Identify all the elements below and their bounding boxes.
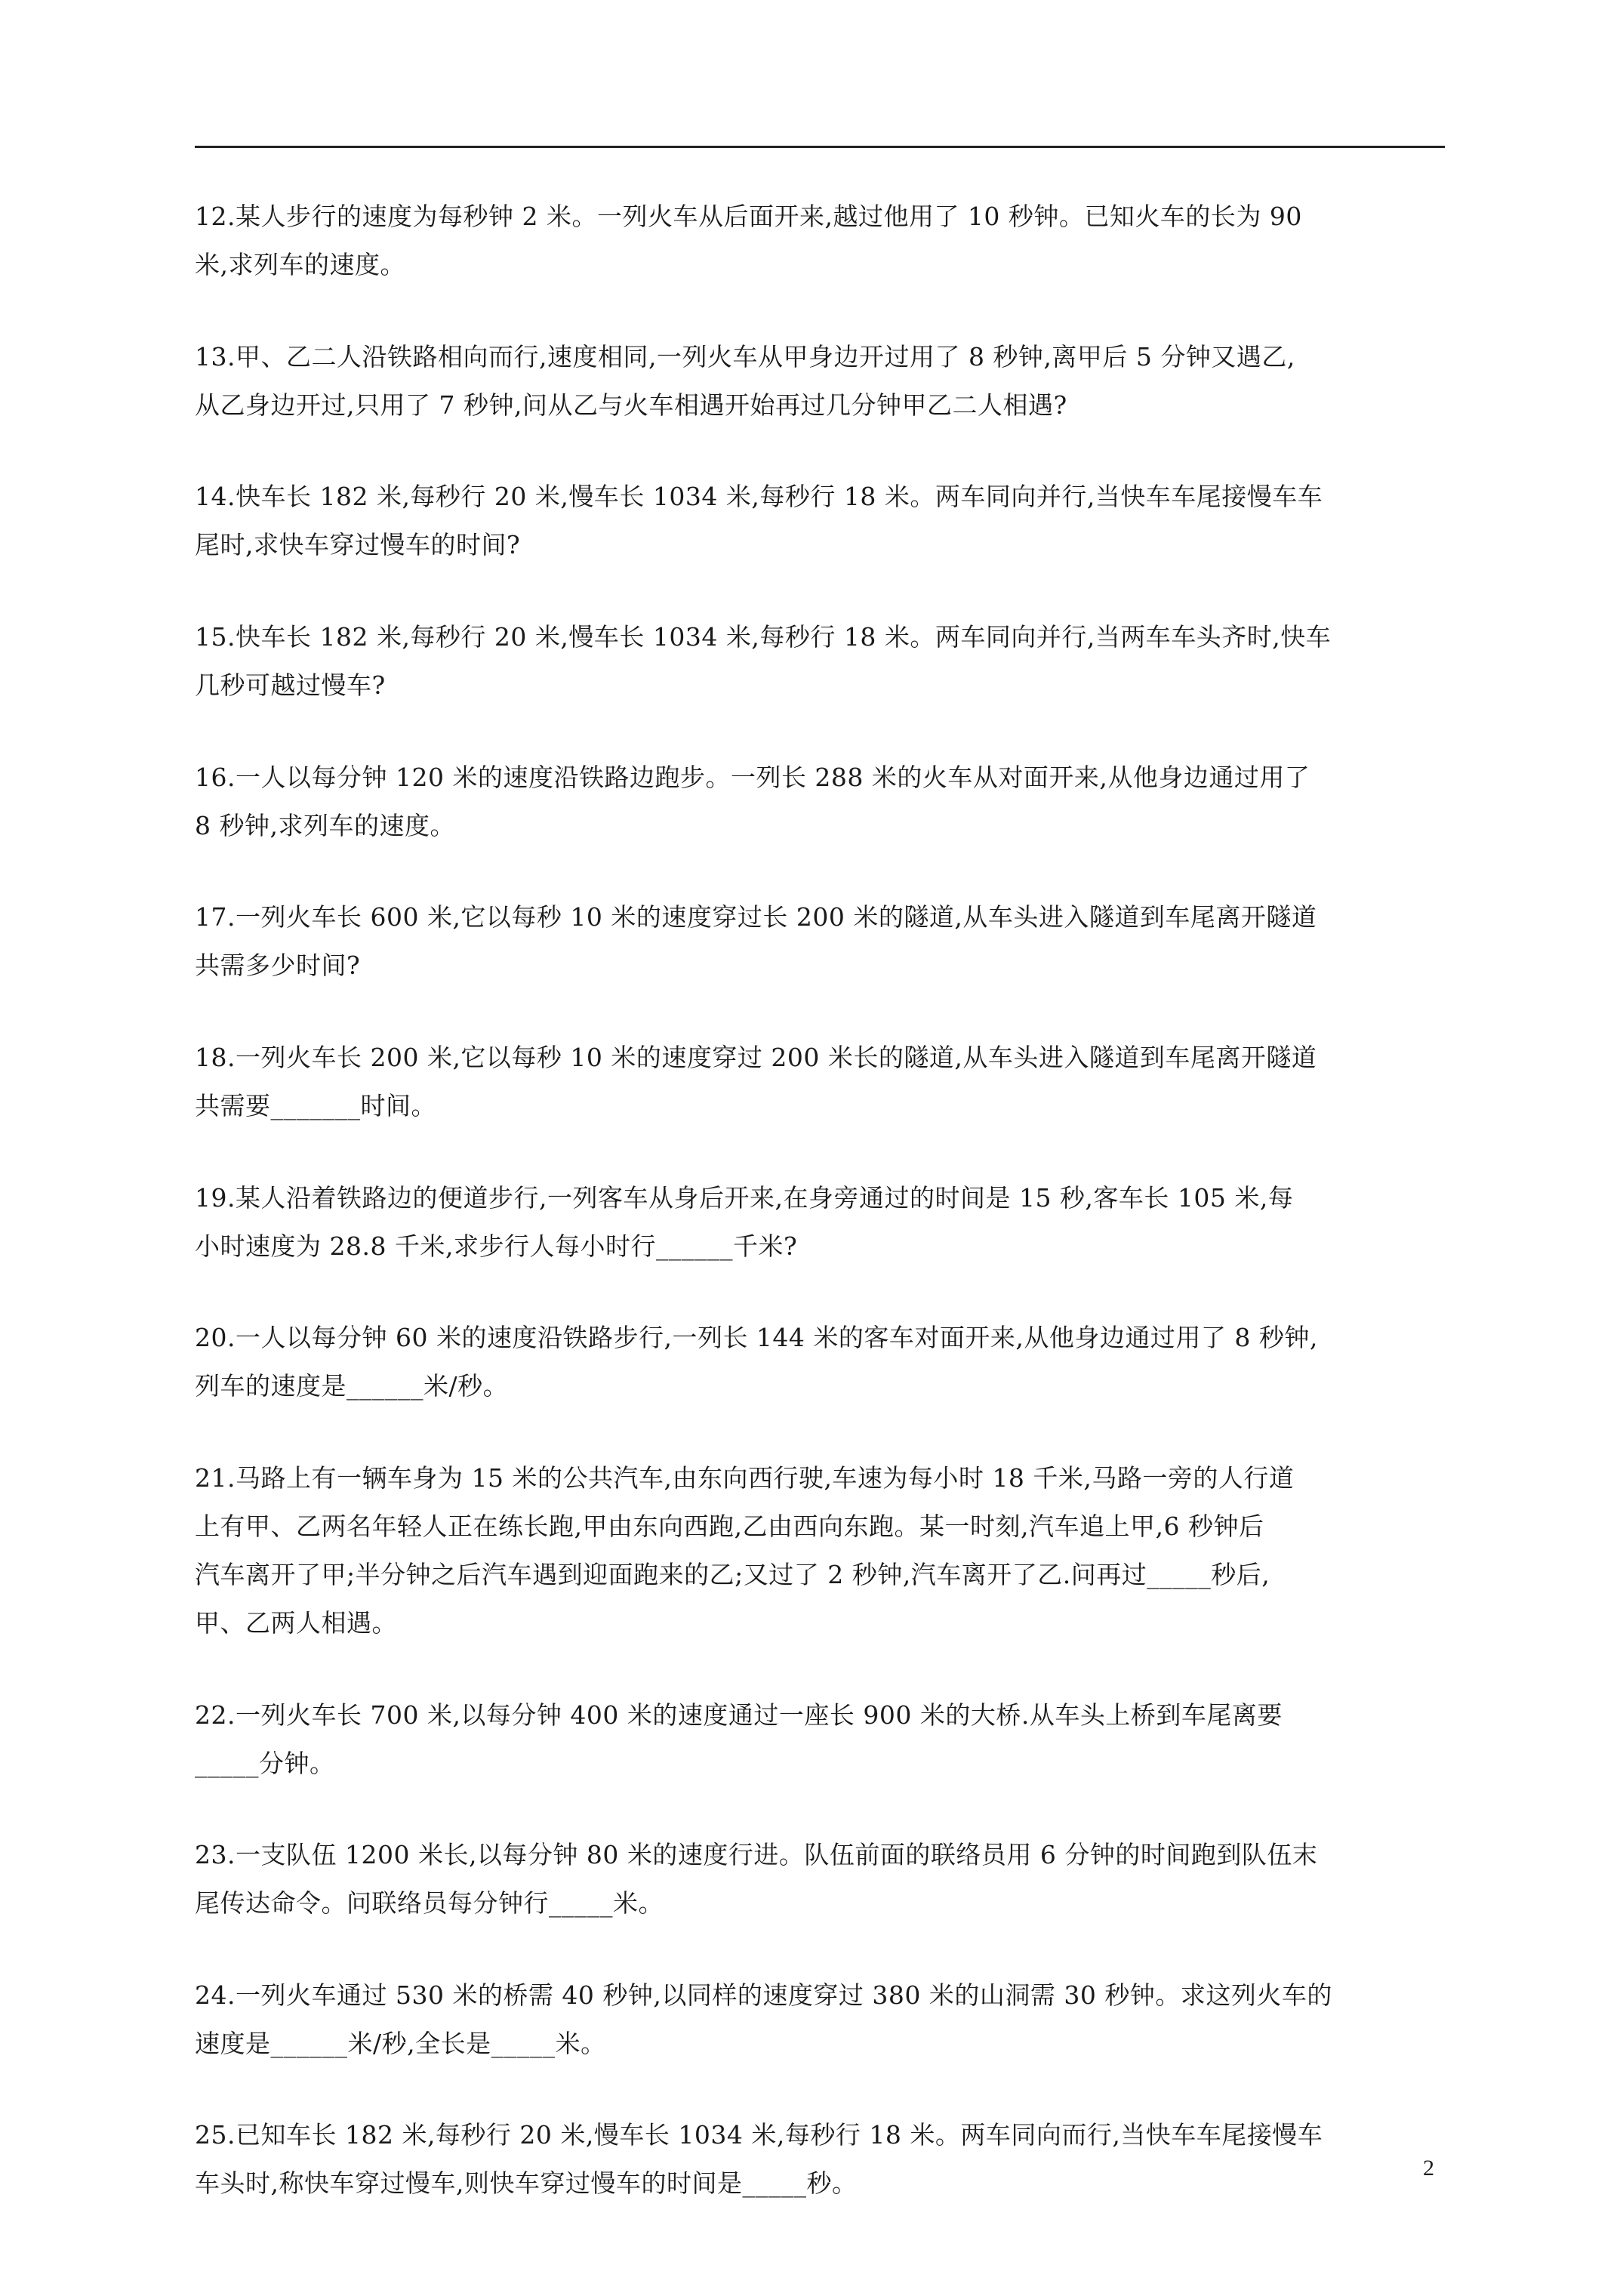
problem-line: 21.马路上有一辆车身为 15 米的公共汽车,由东向西行驶,车速为每小时 18 千米,马路一旁的人行道	[195, 1463, 1295, 1493]
problem-21	[195, 1454, 1445, 1647]
problem-line: 列车的速度是______米/秒。	[195, 1371, 509, 1401]
problem-line: 19.某人沿着铁路边的便道步行,一列客车从身后开来,在身旁通过的时间是 15 秒,客车长 105 米,每	[195, 1183, 1294, 1213]
problem-22	[195, 1691, 1445, 1788]
problem-line: 16.一人以每分钟 120 米的速度沿铁路边跑步。一列长 288 米的火车从对面开来,从他身边通过用了	[195, 763, 1310, 792]
problem-line: 20.一人以每分钟 60 米的速度沿铁路步行,一列长 144 米的客车对面开来,从他身边通过用了 8 秒钟,	[195, 1323, 1318, 1352]
problem-line: 几秒可越过慢车?	[195, 670, 386, 700]
problem-20	[195, 1314, 1445, 1410]
problem-line: 18.一列火车长 200 米,它以每秒 10 米的速度穿过 200 米长的隧道,从车头进入隧道到车尾离开隧道	[195, 1043, 1317, 1072]
problem-line: 米,求列车的速度。	[195, 250, 405, 279]
problem-line: _____分钟。	[195, 1749, 335, 1778]
problem-line: 共需要_______时间。	[195, 1091, 436, 1120]
problem-line: 尾传达命令。问联络员每分钟行_____米。	[195, 1888, 664, 1918]
problem-line: 15.快车长 182 米,每秒行 20 米,慢车长 1034 米,每秒行 18 米。两车同向并行,当两车车头齐时,快车	[195, 622, 1332, 652]
problem-13	[195, 333, 1445, 430]
problem-line: 23.一支队伍 1200 米长,以每分钟 80 米的速度行进。队伍前面的联络员用 6 分钟的时间跑到队伍末	[195, 1840, 1318, 1869]
problem-23	[195, 1831, 1445, 1928]
problem-16	[195, 754, 1445, 850]
problem-line: 小时速度为 28.8 千米,求步行人每小时行______千米?	[195, 1231, 798, 1261]
header-rule	[195, 146, 1445, 148]
problem-18	[195, 1034, 1445, 1130]
problem-line: 共需多少时间?	[195, 951, 361, 980]
problem-14	[195, 473, 1445, 569]
problem-line: 17.一列火车长 600 米,它以每秒 10 米的速度穿过长 200 米的隧道,从车头进入隧道到车尾离开隧道	[195, 902, 1317, 932]
problem-line: 14.快车长 182 米,每秒行 20 米,慢车长 1034 米,每秒行 18 米。两车同向并行,当快车车尾接慢车车	[195, 482, 1323, 511]
problem-line: 25.已知车长 182 米,每秒行 20 米,慢车长 1034 米,每秒行 18 米。两车同向而行,当快车车尾接慢车	[195, 2120, 1323, 2150]
problem-line: 尾时,求快车穿过慢车的时间?	[195, 530, 521, 559]
problem-line: 24.一列火车通过 530 米的桥需 40 秒钟,以同样的速度穿过 380 米的山洞需 30 秒钟。求这列火车的	[195, 1980, 1332, 2010]
problem-line: 车头时,称快车穿过慢车,则快车穿过慢车的时间是_____秒。	[195, 2168, 858, 2198]
problem-12	[195, 193, 1445, 289]
problem-line: 13.甲、乙二人沿铁路相向而行,速度相同,一列火车从甲身边开过用了 8 秒钟,离甲后 5 分钟又遇乙,	[195, 342, 1295, 371]
problem-line: 22.一列火车长 700 米,以每分钟 400 米的速度通过一座长 900 米的大桥.从车头上桥到车尾离要	[195, 1700, 1283, 1730]
problem-line: 从乙身边开过,只用了 7 秒钟,问从乙与火车相遇开始再过几分钟甲乙二人相遇?	[195, 390, 1067, 420]
problem-line: 速度是______米/秒,全长是_____米。	[195, 2029, 606, 2058]
problem-15	[195, 613, 1445, 710]
problem-line: 上有甲、乙两名年轻人正在练长跑,甲由东向西跑,乙由西向东跑。某一时刻,汽车追上甲,6 秒钟后	[195, 1512, 1264, 1541]
problem-24	[195, 1971, 1445, 2068]
problem-17	[195, 893, 1445, 990]
problem-19	[195, 1174, 1445, 1271]
page-number: 2	[1423, 2156, 1434, 2180]
problem-line: 8 秒钟,求列车的速度。	[195, 811, 455, 840]
problem-line: 汽车离开了甲;半分钟之后汽车遇到迎面跑来的乙;又过了 2 秒钟,汽车离开了乙.问再过_____秒后,	[195, 1560, 1270, 1589]
problem-line: 甲、乙两人相遇。	[195, 1608, 397, 1638]
problem-25	[195, 2111, 1445, 2208]
problem-line: 12.某人步行的速度为每秒钟 2 米。一列火车从后面开来,越过他用了 10 秒钟。已知火车的长为 90	[195, 202, 1302, 231]
